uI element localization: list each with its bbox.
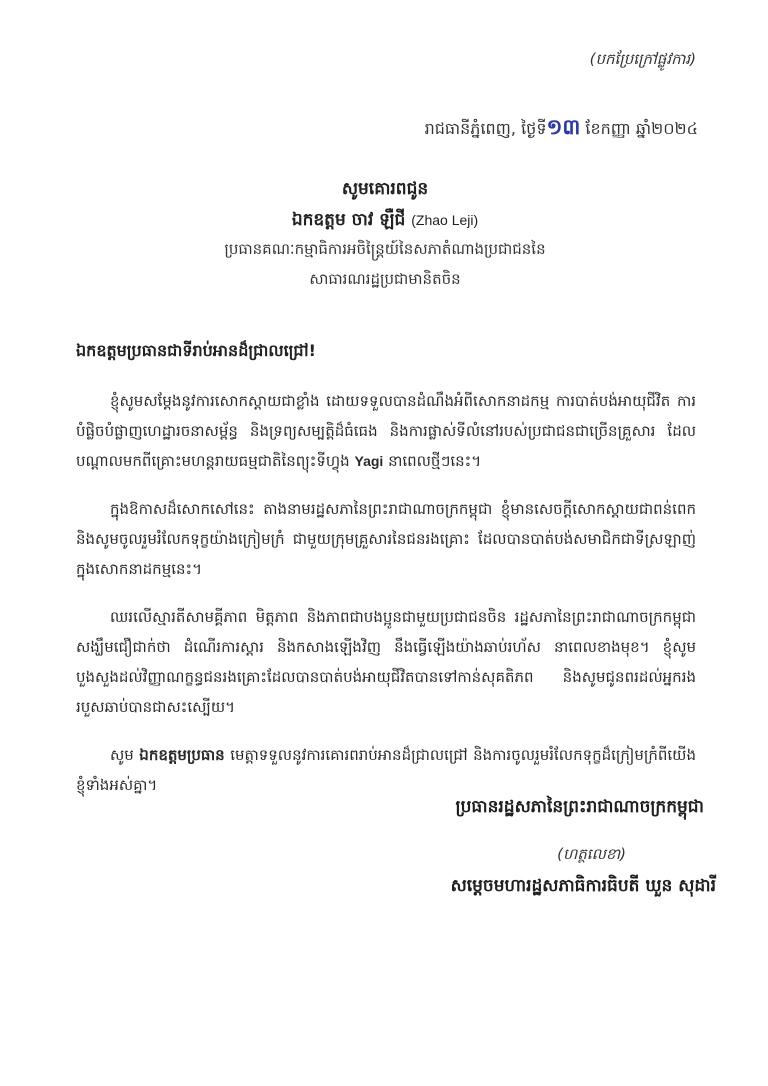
paragraph-1-end: នាពេលថ្មីៗនេះ។ — [388, 452, 482, 470]
paragraph-3: ឈរលើស្មារតីសាមគ្គីភាព មិត្តភាព និងភាពជាបងប្អូនជាមួយប្រជាជនចិន រដ្ឋសភានៃព្រះរាជាណាចក្រកម្ពុជាសង្ឃឹមជឿជាក់ថា ដំណើរការស្តារ និងកសាងឡើងវិញ នឹងធ្វើឡើងយ៉ាងឆាប់រហ័ស នាពេលខាងមុខ។ ខ្ញុំសូមបួងសួងដល់វិញ្ញាណក្ខន្ធជនរងគ្រោះដែលបានបាត់បង់អាយុជីវិតបានទៅកាន់សុគតិភព និងសូមជូនពរដល់អ្នករងរបួសឆាប់បានជាសះស្បើយ។ — [76, 608, 696, 716]
signatory-name: សម្តេចមហារដ្ឋសភាធិការធិបតី ឃួន សុដារី — [450, 876, 716, 896]
signature-block — [316, 796, 716, 900]
recipient-name-khmer: ឯកឧត្តម ចាវ ឡឺជី — [291, 210, 406, 230]
signature-mark: (ហត្ថលេខា) — [557, 845, 626, 863]
translation-note: (បកប្រែក្រៅផ្លូវការ) — [589, 50, 696, 68]
paragraph-1-text: ខ្ញុំសូមសម្តែងនូវការសោកស្តាយជាខ្លាំង ដោយទទួលបានដំណឹងអំពីសោកនាដកម្ម ការបាត់បង់អាយុជីវិត ការបំផ្លិចបំផ្លាញហេដ្ឋារចនាសម្ព័ន្ធ និងទ្រព្យសម្បត្តិដ៏ធំធេង និងការផ្លាស់ទីលំនៅរបស់ប្រជាជនជាច្រើនគ្រួសារ ដែលបណ្តាលមកពីគ្រោះមហន្តរាយធម្មជាតិនៃព្យុះទីហ្វុង — [76, 392, 696, 470]
paragraph-1 — [76, 386, 696, 476]
date-prefix: រាជធានីភ្នំពេញ, ថ្ងៃទី — [424, 119, 547, 138]
address-title: សូមគោរពជូន — [341, 179, 429, 199]
recipient-name-latin: (Zhao Leji) — [411, 212, 479, 228]
paragraph-4-rest: មេត្តាទទួលនូវការគោរពរាប់អានដ៏ជ្រាលជ្រៅ និងការចូលរួមរំលែកទុក្ខដ៏ក្រៀមក្រំពីយើងខ្ញុំទាំងអស់គ្នា។ — [76, 746, 696, 794]
paragraph-4 — [76, 740, 696, 800]
typhoon-name: Yagi — [354, 453, 384, 469]
date-suffix: ខែកញ្ញា ឆ្នាំ២០២៤ — [585, 119, 698, 138]
recipient-name — [150, 209, 620, 234]
recipient-position-line2: សាធារណរដ្ឋប្រជាមានិតចិន — [309, 270, 461, 288]
paragraph-4-bold: ឯកឧត្តមប្រធាន — [139, 746, 225, 764]
paragraph-4-start: សូម — [110, 746, 134, 764]
address-block — [150, 178, 620, 300]
paragraph-2: ក្នុងឱកាសដ៏សោកសៅនេះ តាងនាមរដ្ឋសភានៃព្រះរាជាណាចក្រកម្ពុជា ខ្ញុំមានសេចក្តីសោកស្តាយជាពន់ពេក និងសូមចូលរួមរំលែកទុក្ខយ៉ាងក្រៀមក្រំ ជាមួយក្រុមគ្រួសារនៃជនរងគ្រោះ ដែលបានបាត់បង់សមាជិកជាទីស្រឡាញ់ក្នុងសោកនាដកម្មនេះ។ — [76, 500, 696, 578]
signatory-title: ប្រធានរដ្ឋសភានៃព្រះរាជាណាចក្រកម្ពុជា — [455, 797, 704, 817]
date-line — [425, 114, 698, 145]
date-day: ១៣ — [546, 115, 581, 139]
recipient-position-line1: ប្រធានគណៈកម្មាធិការអចិន្ត្រៃយ៍នៃសភាតំណាងប្រជាជននៃ — [224, 240, 546, 258]
letter-body — [76, 386, 696, 818]
salutation: ឯកឧត្តមប្រធានជាទីរាប់អានដ៏ជ្រាលជ្រៅ! — [76, 341, 316, 360]
